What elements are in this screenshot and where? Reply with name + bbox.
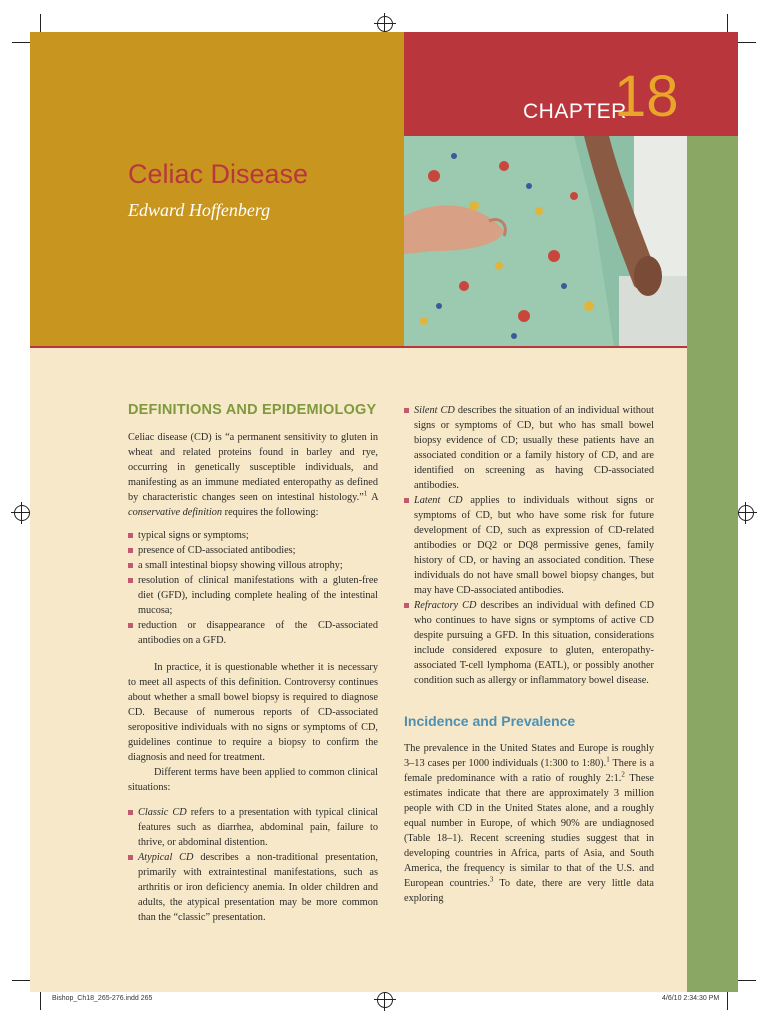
- side-band: [687, 136, 738, 992]
- citation: 1: [363, 489, 368, 498]
- term: Silent CD: [414, 405, 455, 416]
- chapter-title: Celiac Disease: [128, 159, 309, 189]
- bullet-icon: [404, 603, 409, 608]
- left-column: [128, 403, 378, 933]
- crop-mark-tl-h: [12, 42, 30, 43]
- section-heading: DEFINITIONS AND EPIDEMIOLOGY: [128, 402, 377, 418]
- term-description: refers to a presentation with typical clinical features such as diarrhea, abdominal pain, failure to thrive, or abdominal distention.: [138, 807, 378, 848]
- list-item: [128, 573, 378, 618]
- term: Classic CD: [138, 807, 187, 818]
- list-item: [128, 850, 378, 925]
- paragraph-text: To date, there are very little data exploring: [404, 878, 654, 904]
- bullet-icon: [128, 623, 133, 628]
- bullet-icon: [128, 533, 133, 538]
- subsection-heading: Incidence and Prevalence: [404, 713, 576, 729]
- paragraph-text: The prevalence in the United States and Europe is roughly 3–13 cases per 1000 individuals (1:300 to 1:80).: [404, 743, 654, 769]
- crop-mark-tl-v: [40, 14, 41, 32]
- types-list: [128, 805, 378, 925]
- term: Atypical CD: [138, 852, 194, 863]
- chapter-number: 18: [614, 64, 679, 129]
- bullet-icon: [128, 810, 133, 815]
- list-item: [128, 528, 378, 543]
- body-paragraph: Different terms have been applied to common clinical situations:: [128, 767, 378, 793]
- registration-mark-bottom: [377, 992, 393, 1008]
- right-column: [404, 403, 654, 906]
- list-item: [404, 598, 654, 688]
- crop-mark-bl-h: [12, 980, 30, 981]
- citation: 2: [621, 770, 625, 779]
- term-description: describes an individual with defined CD who continues to have signs or symptoms of active CD despite pursuing a GFD. In this situation, considerations include considered exposure to gluten, enteropathy-associated T-cell lymphoma (EATL), or possibly another condition such as allergy or inflammatory bowel disease.: [414, 600, 655, 686]
- bullet-icon: [128, 578, 133, 583]
- body-paragraph: In practice, it is questionable whether it is necessary to meet all aspects of this definition. Controversy continues about whether a small bowel biopsy is required to diagnose CD. Because of numerous reports of CD-associated seropositive individuals with no signs or symptoms of CD, guidelines continue to require a biopsy to confirm the diagnosis and need for treatment.: [128, 662, 378, 763]
- crop-mark-br-h: [738, 980, 756, 981]
- prevalence-paragraph: [404, 741, 654, 906]
- term-description: describes the situation of an individual without signs or symptoms of CD, but who has small bowel biopsy evidence of CD; usually these patients have an associated condition or a family history of CD, and are identified on screening as having CD-associated antibodies.: [414, 405, 654, 491]
- chapter-label: CHAPTER: [523, 100, 627, 123]
- list-item: [128, 543, 378, 558]
- citation: 3: [489, 875, 494, 884]
- registration-mark-right: [738, 505, 754, 521]
- bullet-icon: [128, 855, 133, 860]
- author-name: Edward Hoffenberg: [128, 200, 271, 220]
- list-item: [128, 805, 378, 850]
- intro-paragraph: [128, 430, 378, 520]
- crop-mark-tr-h: [738, 42, 756, 43]
- footer-file-slug: Bishop_Ch18_265-276.indd 265: [52, 995, 153, 1002]
- crop-mark-bl-v: [40, 992, 41, 1010]
- bullet-icon: [128, 548, 133, 553]
- term: Refractory CD: [414, 600, 477, 611]
- bullet-icon: [128, 563, 133, 568]
- intro-text-b: A: [367, 492, 378, 503]
- crop-mark-tr-v: [727, 14, 728, 32]
- crop-mark-br-v: [727, 992, 728, 1010]
- list-item: [404, 403, 654, 493]
- registration-mark-top: [377, 16, 393, 32]
- list-item: [404, 493, 654, 598]
- footer-date-slug: 4/6/10 2:34:30 PM: [662, 995, 720, 1002]
- types-list-continued: [404, 403, 654, 688]
- list-item-text: typical signs or symptoms;: [138, 530, 249, 541]
- intro-text: Celiac disease (CD) is “a permanent sensitivity to gluten in wheat and related proteins found in barley and rye, occurring in genetically susceptible individuals, and manifesting as an immune mediated enteropathy as defined by characteristic changes seen on intestinal histology.”: [128, 432, 378, 503]
- list-item-text: a small intestinal biopsy showing villous atrophy;: [138, 560, 343, 571]
- intro-emphasis: conservative definition: [128, 507, 223, 518]
- chapter-photo: [404, 136, 687, 346]
- registration-mark-left: [14, 505, 30, 521]
- paragraph-text: There is a female predominance with a ratio of roughly 2:1.: [404, 758, 655, 784]
- citation: 1: [606, 755, 610, 764]
- list-item: [128, 618, 378, 648]
- term: Latent CD: [414, 495, 463, 506]
- term-description: describes a non-traditional presentation, primarily with extraintestinal manifestations, such as arthritis or iron deficiency anemia. In older children and adults, the atypical presentation may be more common than the “classic” presentation.: [138, 852, 378, 923]
- paragraph-text: These estimates indicate that there are approximately 3 million people with CD in the United States alone, and a roughly equal number in Europe, of which 90% are undiagnosed (Table 18–1). Recent screening studies suggest that in developing countries in Africa, parts of Asia, and South America, the frequency is similar to that of the U.S. and European countries.: [404, 773, 654, 889]
- bullet-icon: [404, 408, 409, 413]
- list-item-text: reduction or disappearance of the CD-associated antibodies on a GFD.: [138, 620, 378, 646]
- header-rule: [30, 346, 687, 348]
- bullet-icon: [404, 498, 409, 503]
- list-item: [128, 558, 378, 573]
- list-item-text: presence of CD-associated antibodies;: [138, 545, 296, 556]
- criteria-list: [128, 528, 378, 648]
- intro-text-c: requires the following:: [222, 507, 319, 518]
- list-item-text: resolution of clinical manifestations with a gluten-free diet (GFD), including complete healing of the intestinal mucosa;: [138, 575, 378, 616]
- term-description: applies to individuals without signs or symptoms of CD, but who have some risk for future development of CD, such as expression of CD-related antibodies or DQ2 or DQ8 permissive genes, family history of CD, or having an associated condition. These individuals do not have small bowel biopsy changes, but may have CD-associated antibodies.: [414, 495, 654, 596]
